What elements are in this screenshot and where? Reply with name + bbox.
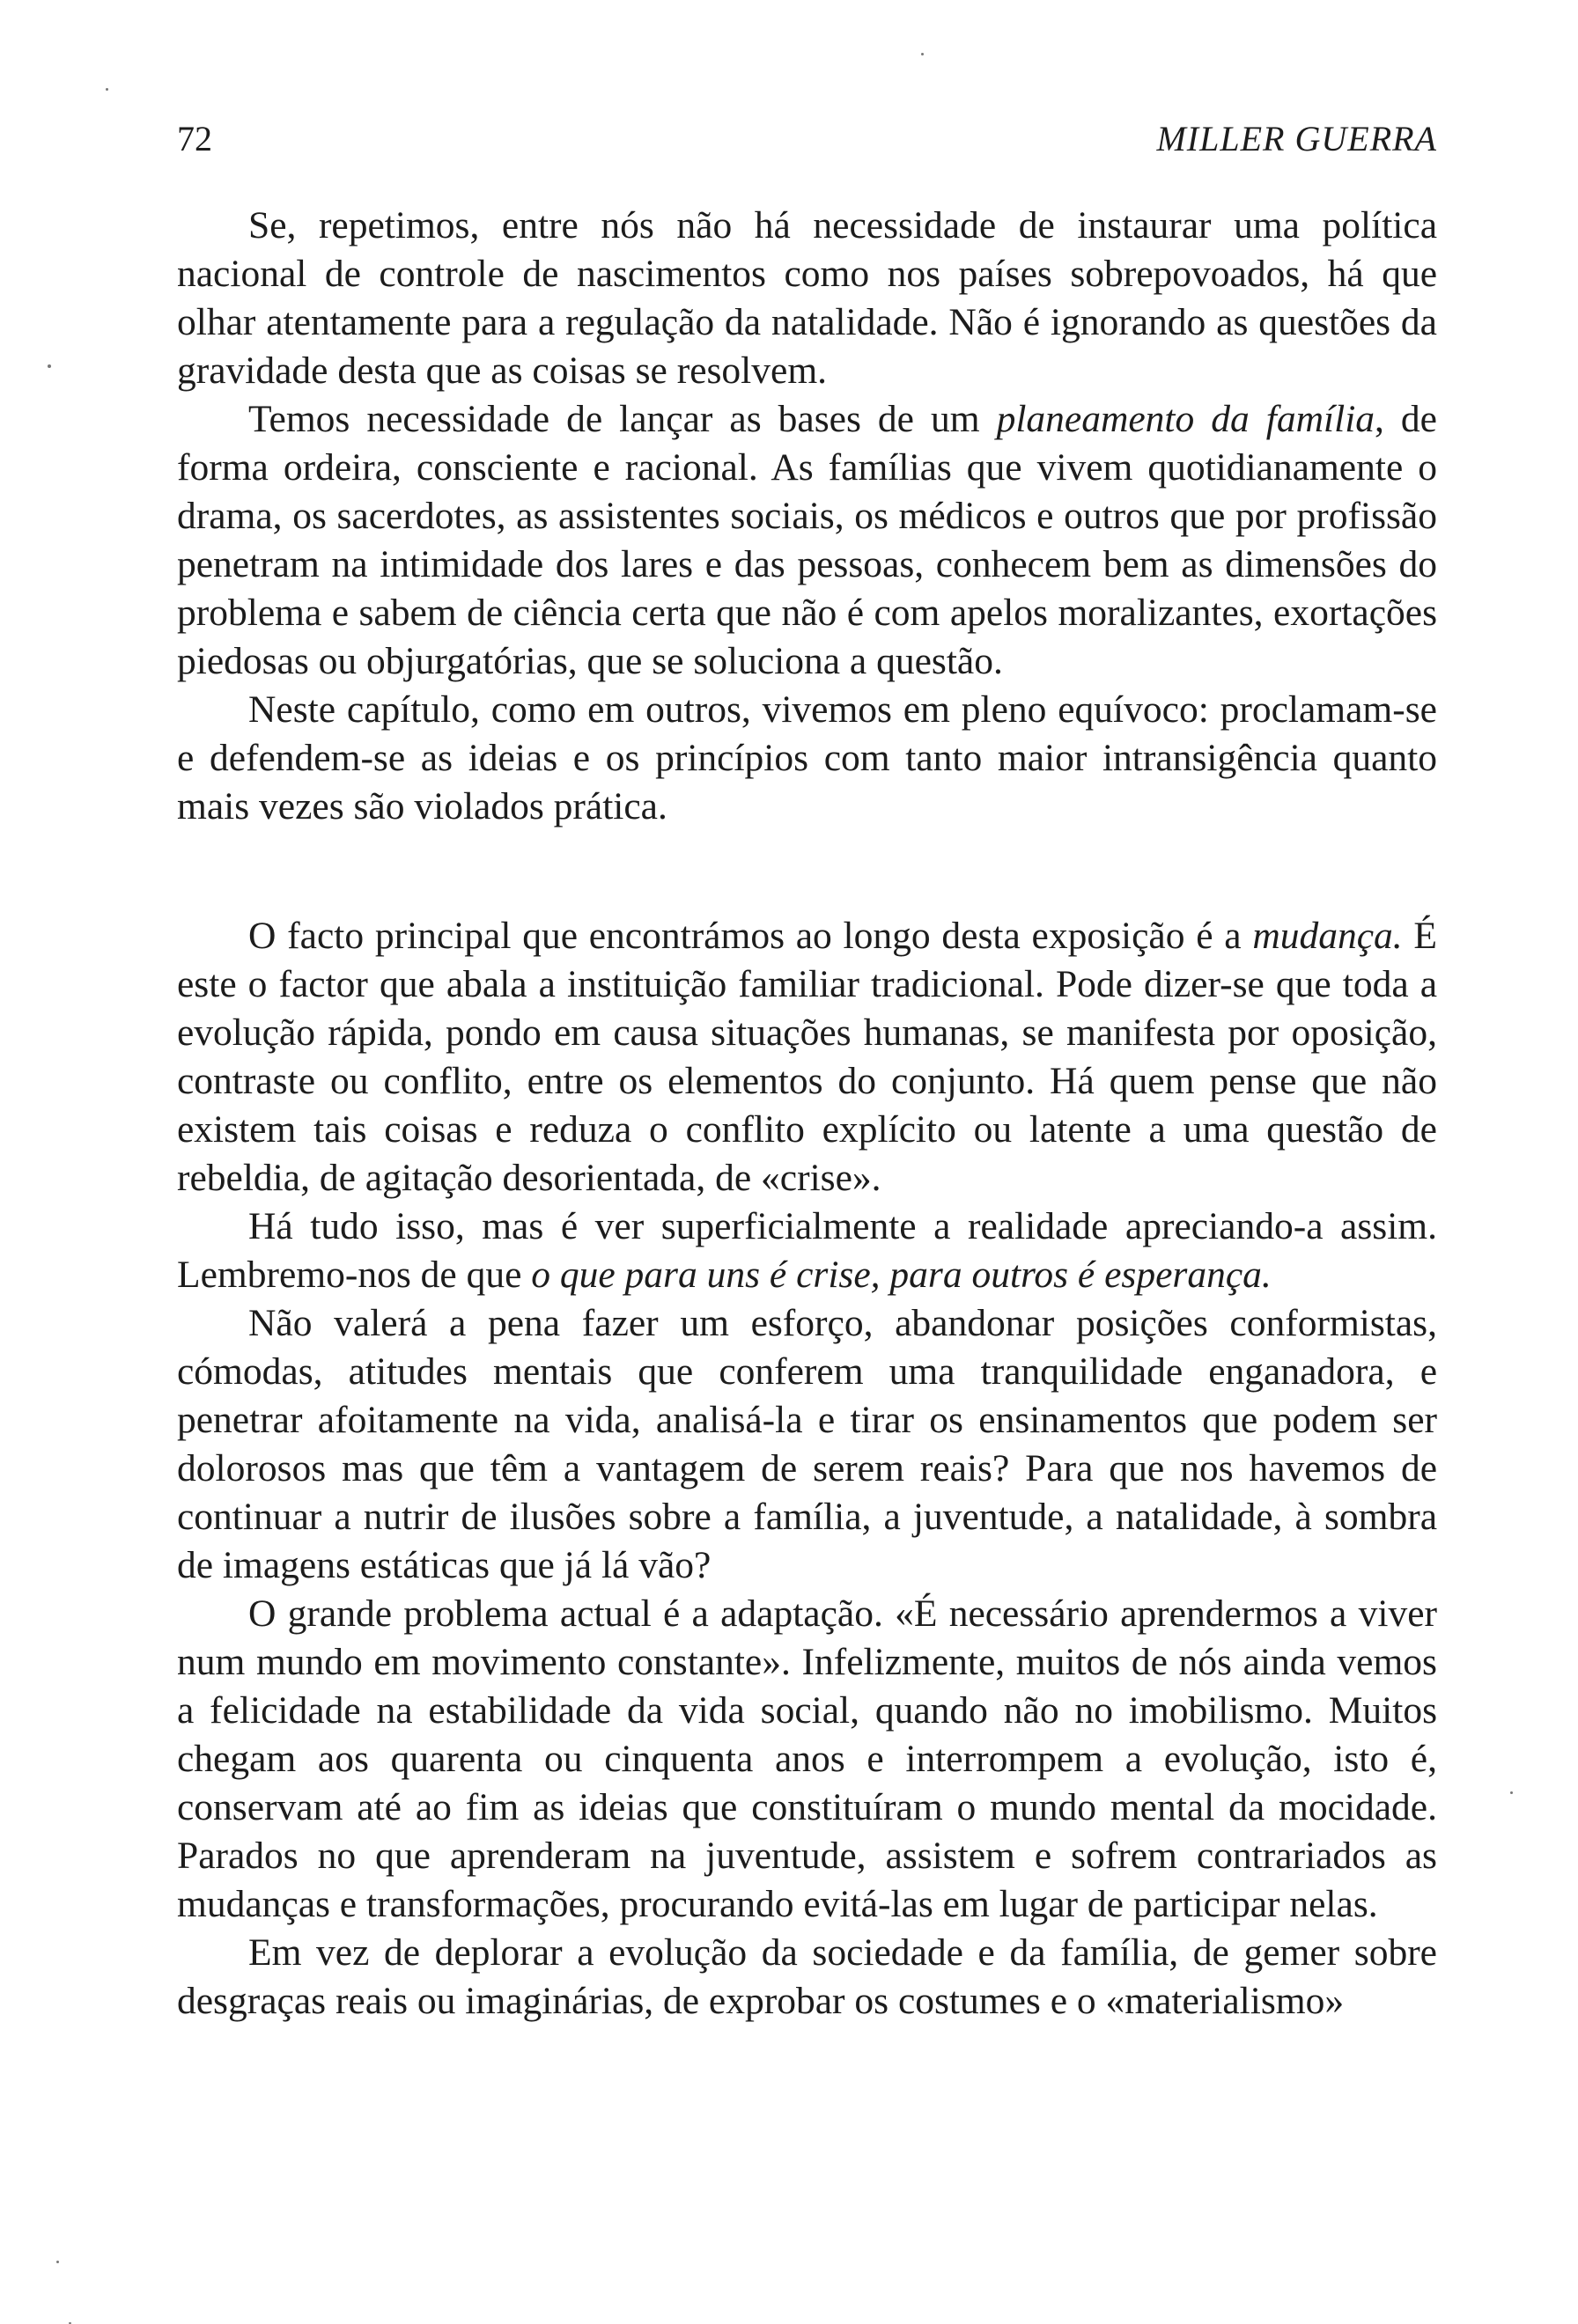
emphasis-text: o que para uns é crise, para outros é esperança. bbox=[531, 1254, 1272, 1296]
scan-speck bbox=[1510, 1791, 1513, 1794]
running-head: MILLER GUERRA bbox=[1156, 119, 1437, 158]
paragraph: Se, repetimos, entre nós não há necessidade de instaurar uma política nacional de controle de nascimentos como nos países sobrepovoados, há que olhar atentamente para a regulação da natalidade. Não é ignorando as questões da gravidade desta que as coisas se resolvem. bbox=[177, 204, 1437, 392]
text-section-2 bbox=[177, 912, 1437, 2026]
emphasis-text: planeamento da família bbox=[996, 398, 1375, 440]
scan-speck bbox=[921, 53, 924, 55]
emphasis-text: mudança. bbox=[1252, 915, 1403, 957]
paragraph: Em vez de deplorar a evolução da sociedade e da família, de gemer sobre desgraças reais ou imaginárias, de exprobar os costumes e o «materialismo» bbox=[177, 1931, 1437, 2022]
scan-speck bbox=[48, 364, 51, 368]
paragraph: O grande problema actual é a adaptação. «É necessário aprendermos a viver num mundo em movimento constante». Infelizmente, muitos de nós ainda vemos a felicidade na estabilidade da vida social, quando não no imobilismo. Muitos chegam aos quarenta ou cinquenta anos e interrompem a evolução, isto é, conservam até ao fim as ideias que constituíram o mundo mental da mocidade. Parados no que aprenderam na juventude, assistem e sofrem contrariados as mudanças e transformações, procurando evitá-las em lugar de participar nelas. bbox=[177, 1592, 1437, 1925]
paragraph: Não valerá a pena fazer um esforço, abandonar posições conformistas, cómodas, atitudes mentais que conferem uma tranquilidade enganadora, e penetrar afoitamente na vida, analisá-la e tirar os ensinamentos que podem ser dolorosos mas que têm a vantagem de serem reais? Para que nos havemos de continuar a nutrir de ilusões sobre a família, a juventude, a natalidade, à sombra de imagens estáticas que já lá vão? bbox=[177, 1302, 1437, 1586]
scan-speck bbox=[56, 2261, 59, 2263]
paragraph-text: Temos necessidade de lançar as bases de um bbox=[248, 398, 997, 440]
paragraph bbox=[177, 395, 1437, 686]
page-number: 72 bbox=[177, 119, 212, 158]
paragraph-text: Há tudo isso, mas é ver superficialmente a realidade apreciando-a assim. Lembremo-nos de que bbox=[177, 1205, 1437, 1296]
paragraph bbox=[177, 1202, 1437, 1299]
page-header bbox=[177, 113, 1437, 165]
paragraph: Neste capítulo, como em outros, vivemos em pleno equívoco: proclamam-se e defendem-se as ideias e os princípios com tanto maior intransigência quanto mais vezes são violados prática. bbox=[177, 688, 1437, 827]
paragraph-text: , de forma ordeira, consciente e racional. As famílias que vivem quotidianamente o drama, os sacerdotes, as assistentes sociais, os médicos e outros que por profissão penetram na intimidade dos lares e das pessoas, conhecem bem as dimensões do problema e sabem de ciência certa que não é com apelos moralizantes, exortações piedosas ou objurgatórias, que se soluciona a questão. bbox=[177, 398, 1437, 682]
text-section-1 bbox=[177, 202, 1437, 831]
paragraph-text: É este o factor que abala a instituição familiar tradicional. Pode dizer-se que toda a evolução rápida, pondo em causa situações humanas, se manifesta por oposição, contraste ou conflito, entre os elementos do conjunto. Há quem pense que não existem tais coisas e reduza o conflito explícito ou latente a uma questão de rebeldia, de agitação desorientada, de «crise». bbox=[177, 915, 1437, 1199]
paragraph bbox=[177, 912, 1437, 1202]
scan-speck bbox=[106, 88, 108, 91]
paragraph-text: O facto principal que encontrámos ao longo desta exposição é a bbox=[248, 915, 1253, 957]
